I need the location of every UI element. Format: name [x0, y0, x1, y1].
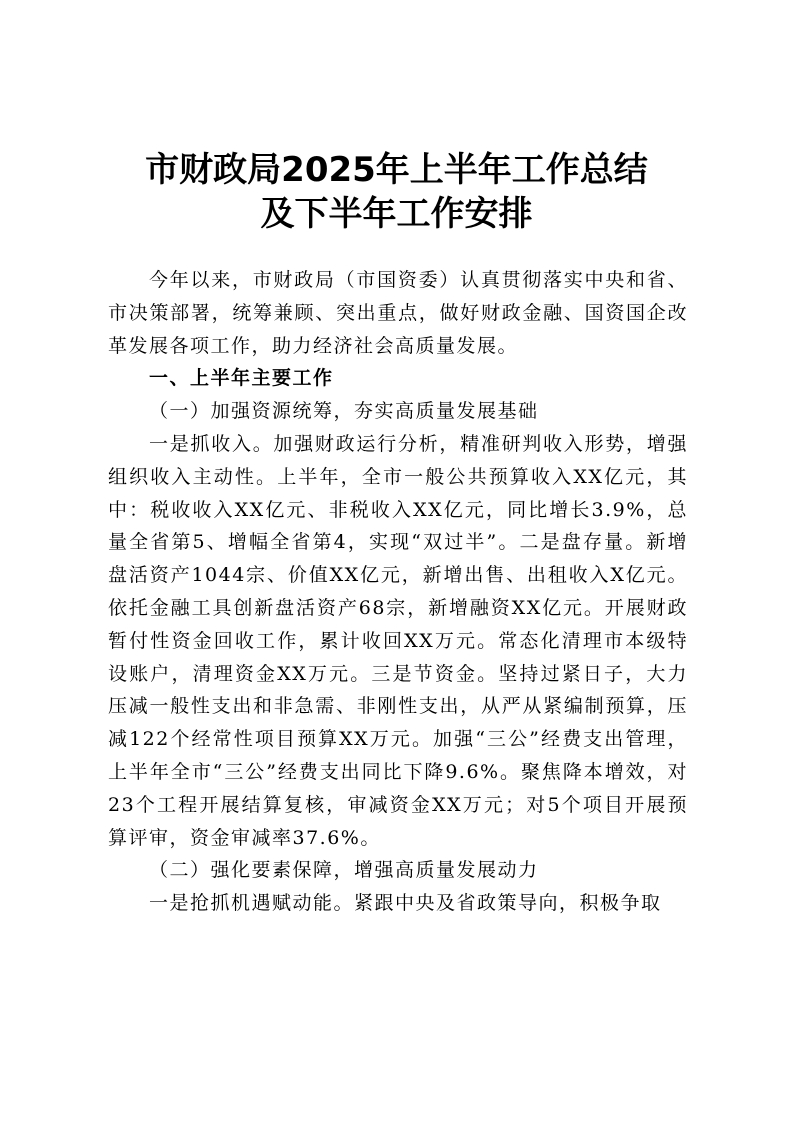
subsection-2-paragraph: 一是抢抓机遇赋动能。紧跟中央及省政策导向，积极争取	[149, 892, 662, 915]
document-title-line-1: 市财政局2025年上半年工作总结	[145, 150, 648, 190]
subsection-1-paragraph: 一是抓收入。加强财政运行分析，精准研判收入形势，增强组织收入主动性。上半年，全市一般公共预算收入XX亿元，其中：税收收入XX亿元、非税收入XX亿元，同比增长3.9%，总量全省第5、增幅全省第4，实现“双过半”。二是盘存量。新增盘活资产1044宗、价值XX亿元，新增出售、出租收入X亿元。依托金融工具创新盘活资产68宗，新增融资XX亿元。开展财政暂付性资金回收工作，累计收回XX万元。常态化清理市本级特设账户，清理资金XX万元。三是节资金。坚持过紧日子，大力压减一般性支出和非急需、非刚性支出，从严从紧编制预算，压减122个经常性项目预算XX万元。加强“三公”经费支出管理，上半年全市“三公”经费支出同比下降9.6%。聚焦降本增效，对23个工程开展结算复核，审减资金XX万元；对5个项目开展预算评审，资金审减率37.6%。	[108, 432, 688, 849]
intro-paragraph: 今年以来，市财政局（市国资委）认真贯彻落实中央和省、市决策部署，统筹兼顾、突出重点，做好财政金融、国资国企改革发展各项工作，助力经济社会高质量发展。	[108, 269, 688, 357]
subsection-heading-2: （二）强化要素保障，增强高质量发展动力	[149, 859, 539, 882]
subsection-heading-1: （一）加强资源统筹，夯实高质量发展基础	[149, 400, 539, 423]
document-body	[108, 264, 688, 920]
section-heading-1: 一、上半年主要工作	[149, 367, 334, 390]
document-title-line-2: 及下半年工作安排	[260, 194, 533, 234]
